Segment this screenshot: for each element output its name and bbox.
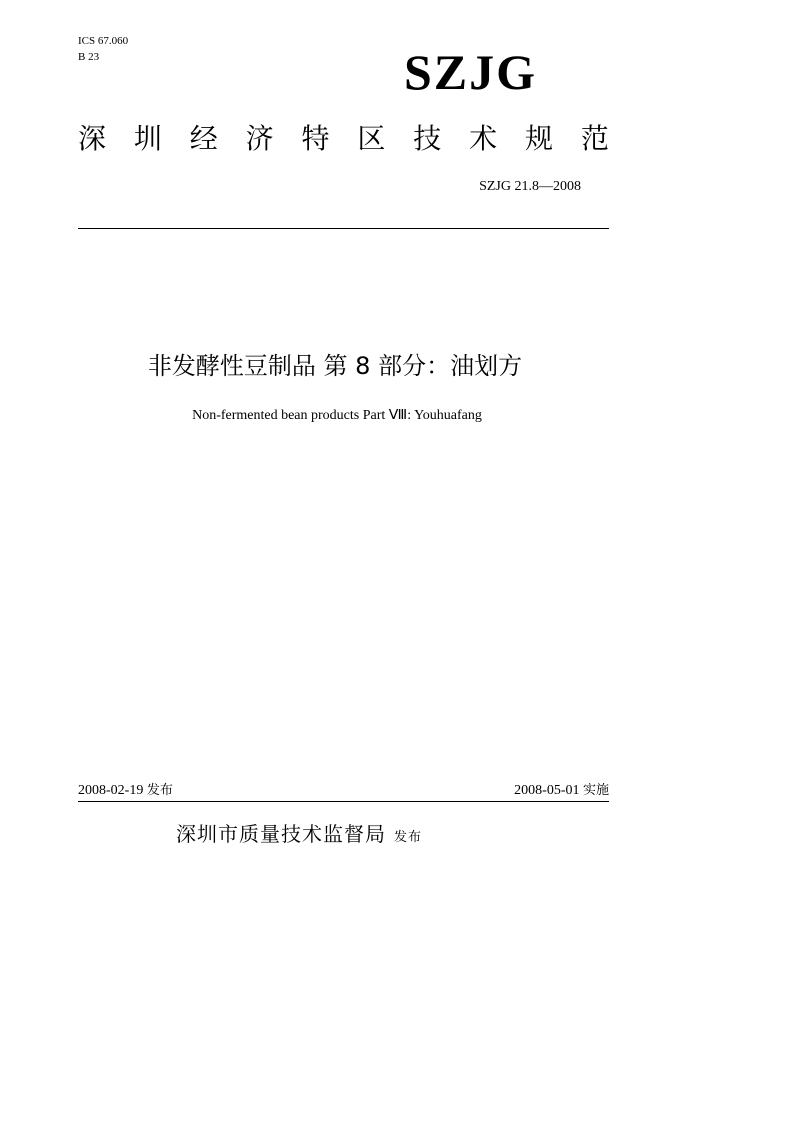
ics-code: ICS 67.060 [78,35,129,47]
implement-date-line [514,782,609,800]
issue-label: 发布 [146,783,173,798]
classification-codes [78,33,128,65]
standard-type-char: 圳 [133,122,162,155]
issuer-suffix: 发布 [394,830,423,845]
standard-type-char: 术 [469,122,498,155]
issue-date: 2008-02-19 [78,783,144,798]
ccs-code: B 23 [78,51,100,63]
standard-type-char: 济 [245,122,274,155]
implement-label: 实施 [582,783,609,798]
standard-type-heading [78,120,609,158]
issuer-name: 深圳市质量技术监督局 [176,822,386,846]
standard-logo: SZJG [404,44,538,100]
standard-type-char: 经 [189,122,218,155]
document-title-cn: 非发酵性豆制品 第 8 部分：油划方 [147,352,523,380]
document-title-en: Non-fermented bean products Part Ⅷ: Youhuafang [192,408,482,423]
standard-type-char: 范 [580,122,609,155]
standard-type-char: 规 [525,122,554,155]
standard-type-char: 深 [78,122,107,155]
standard-type-char: 区 [357,122,386,155]
standard-type-char: 特 [301,122,330,155]
standard-number: SZJG 21.8—2008 [479,179,581,194]
footer-divider [78,801,609,802]
header-divider [78,228,609,229]
issuer-line [176,820,422,852]
issue-date-line [78,782,173,800]
implement-date: 2008-05-01 [514,783,580,798]
standard-type-char: 技 [413,122,442,155]
